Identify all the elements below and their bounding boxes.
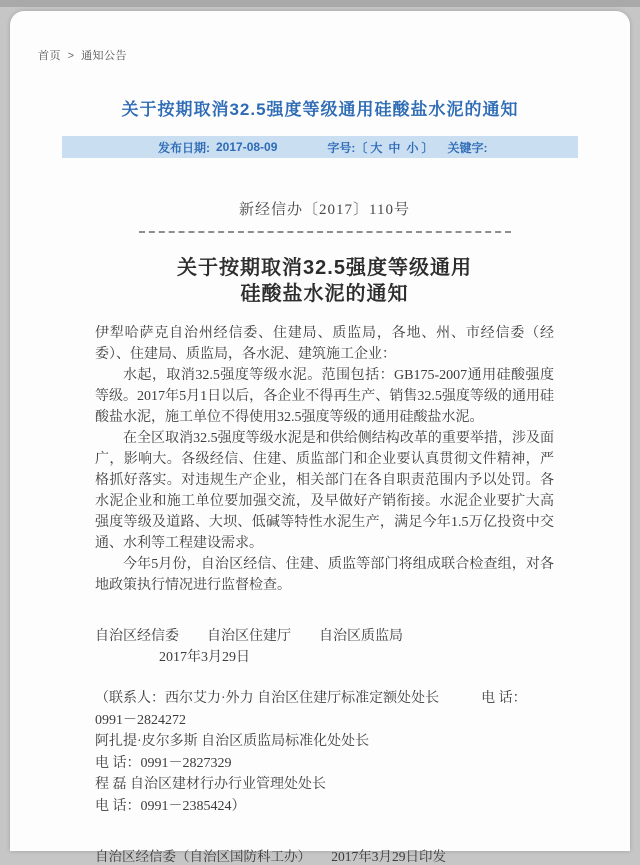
- contact-line: 程 磊 自治区建材行办行业管理处处长: [95, 777, 326, 792]
- document-paragraph: 在全区取消32.5强度等级水泥是和供给侧结构改革的重要举措，涉及面广，影响大。各级经信、住建、质监部门和企业要认真贯彻文件精神，严格抓好落实。对违规生产企业，相关部门在各自职责范围内予以处罚。各水泥企业和施工单位要加强交流，及早做好产销衔接。水泥企业要扩大高强度等级及道路、大坝、低碱等特性水泥生产，满足今年1.5万亿投资中交通、水利等工程建设需求。: [95, 431, 554, 551]
- contact-line: 阿扎提·皮尔多斯 自治区质监局标准化处处长: [95, 734, 370, 749]
- signature-block: [95, 626, 554, 668]
- document-title-line2: 硅酸盐水泥的通知: [240, 283, 409, 305]
- contact-line: 0991－2824272: [95, 712, 186, 728]
- breadcrumb: [38, 47, 630, 63]
- page-title: 关于按期取消32.5强度等级通用硅酸盐水泥的通知: [121, 100, 519, 119]
- signature-organizations: 自治区经信委 自治区住建厅 自治区质监局: [95, 629, 403, 644]
- meta-bar: [62, 136, 578, 158]
- contact-line: 电 话：0991－2385424）: [95, 798, 246, 814]
- font-size-large-button[interactable]: 大: [370, 140, 383, 155]
- font-size-bracket-close: 〕: [421, 140, 434, 155]
- contact-block: [95, 688, 554, 817]
- breadcrumb-separator: >: [67, 50, 75, 62]
- contact-line: 电 话：0991－2827329: [95, 755, 232, 771]
- signature-date: 2017年3月29日: [159, 650, 250, 665]
- keywords-label: 关键字:: [447, 140, 488, 155]
- breadcrumb-section-link[interactable]: 通知公告: [81, 50, 128, 62]
- breadcrumb-home-link[interactable]: 首页: [38, 50, 61, 62]
- document-title-line1: 关于按期取消32.5强度等级通用: [177, 257, 472, 279]
- document-body: [95, 323, 554, 596]
- dashed-divider: [139, 231, 511, 233]
- document-paragraph: 今年5月份，自治区经信、住建、质监等部门将组成联合检查组，对各地政策执行情况进行监督检查。: [95, 557, 554, 593]
- publish-date-value: 2017-08-09: [216, 140, 278, 154]
- document-scan: [10, 198, 630, 865]
- document-number: 新经信办〔2017〕110号: [239, 202, 410, 218]
- document-title: [95, 255, 554, 307]
- contact-line: （联系人：西尔艾力·外力 自治区住建厅标准定额处处长 电 话：: [95, 691, 527, 706]
- font-size-small-button[interactable]: 小: [406, 140, 419, 155]
- font-size-medium-button[interactable]: 中: [388, 140, 401, 155]
- font-size-bracket-open: 〔: [355, 140, 368, 155]
- content-card: [10, 11, 630, 864]
- document-paragraph: 水起，取消32.5强度等级水泥。范围包括：GB175-2007通用硅酸强度等级。2017年5月1日以后，各企业不得再生产、销售32.5强度等级的通用硅酸盐水泥，施工单位不得使用32.5强度等级的通用硅酸盐水泥。: [95, 368, 554, 425]
- document-paragraph: 伊犁哈萨克自治州经信委、住建局、质监局，各地、州、市经信委（经委）、住建局、质监局，各水泥、建筑施工企业：: [95, 326, 554, 362]
- publish-date-label: 发布日期:: [158, 140, 210, 155]
- document-issue-footer: 自治区经信委（自治区国防科工办） 2017年3月29日印发: [95, 849, 446, 864]
- font-size-label: 字号:: [327, 140, 356, 155]
- page-top-strip: [0, 0, 640, 7]
